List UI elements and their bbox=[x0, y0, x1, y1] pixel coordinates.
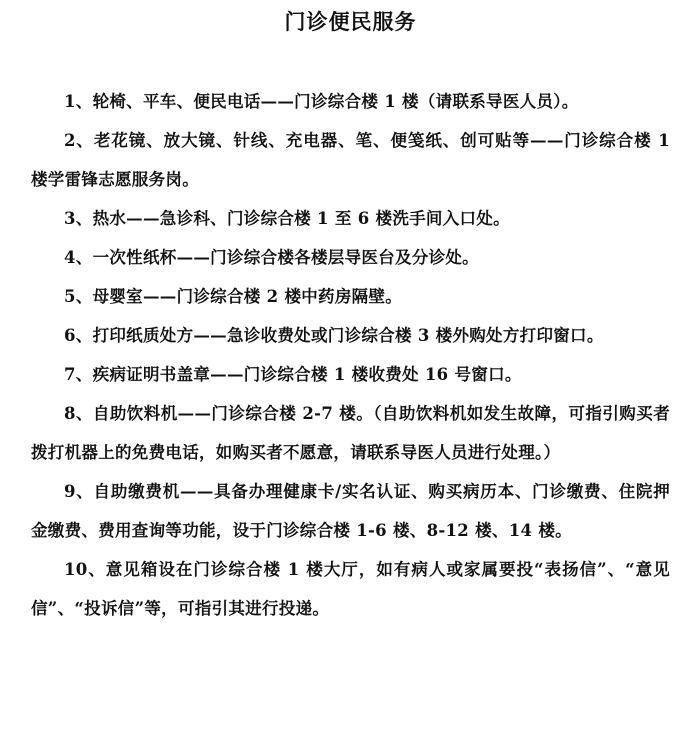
service-item-3: 3、热水——急诊科、门诊综合楼 1 至 6 楼洗手间入口处。 bbox=[64, 209, 510, 228]
service-item-1: 1、轮椅、平车、便民电话——门诊综合楼 1 楼（请联系导医人员）。 bbox=[64, 92, 579, 111]
page-title: 门诊便民服务 bbox=[284, 9, 417, 34]
service-item-5: 5、母婴室——门诊综合楼 2 楼中药房隔壁。 bbox=[64, 287, 403, 306]
service-item-7: 7、疾病证明书盖章——门诊综合楼 1 楼收费处 16 号窗口。 bbox=[64, 365, 522, 384]
service-item-8: 8、自助饮料机——门诊综合楼 2-7 楼。（自助饮料机如发生故障，可指引购买者拨打机器上的免费电话，如购买者不愿意，请联系导医人员进行处理。） bbox=[31, 404, 670, 462]
service-item-2: 2、老花镜、放大镜、针线、充电器、笔、便笺纸、创可贴等——门诊综合楼 1 楼学雷锋志愿服务岗。 bbox=[31, 131, 670, 189]
service-item-6: 6、打印纸质处方——急诊收费处或门诊综合楼 3 楼外购处方打印窗口。 bbox=[64, 326, 604, 345]
service-item-4: 4、一次性纸杯——门诊综合楼各楼层导医台及分诊处。 bbox=[64, 248, 479, 267]
service-item-9: 9、自助缴费机——具备办理健康卡/实名认证、购买病历本、门诊缴费、住院押金缴费、费用查询等功能，设于门诊综合楼 1-6 楼、8-12 楼、14 楼。 bbox=[31, 482, 670, 540]
service-item-10: 10、意见箱设在门诊综合楼 1 楼大厅，如有病人或家属要投“表扬信”、“意见信”、“投诉信”等，可指引其进行投递。 bbox=[31, 560, 670, 618]
service-list bbox=[31, 82, 670, 628]
